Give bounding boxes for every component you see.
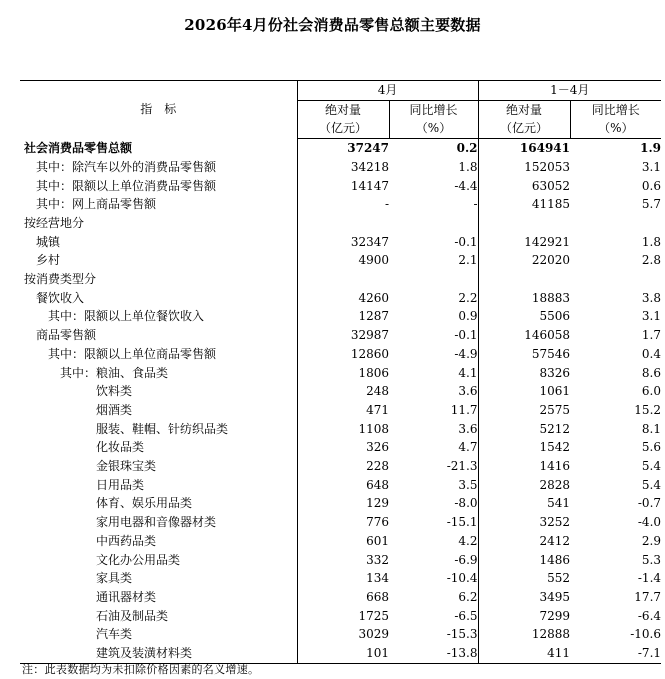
month-abs-cell: 134 (297, 569, 389, 588)
ytd-yoy-cell: -1.4 (637, 571, 662, 586)
month-abs-cell: 37247 (297, 139, 389, 158)
month-abs-cell: 776 (297, 513, 389, 532)
month-yoy-cell: 4.2 (458, 533, 478, 548)
ytd-abs-cell: 1416 (478, 457, 570, 476)
ytd-abs-cell: 1061 (478, 382, 570, 401)
month-yoy-cell: 3.6 (458, 421, 478, 436)
table-header (20, 81, 661, 139)
month-abs-cell: 12860 (297, 345, 389, 364)
month-yoy-cell: -6.9 (454, 552, 478, 567)
row-label: 石油及制品类 (96, 608, 169, 623)
row-label: 家具类 (96, 571, 133, 586)
row-label: 其中：除汽车以外的消费品零售额 (36, 159, 217, 174)
month-yoy-cell: 4.7 (458, 440, 478, 455)
ytd-yoy-unit: （%） (570, 119, 661, 138)
month-abs-cell: 248 (297, 382, 389, 401)
month-yoy-cell: -10.4 (446, 571, 478, 586)
row-label: 建筑及装潢材料类 (20, 644, 297, 663)
ytd-abs-cell: 8326 (478, 364, 570, 383)
month-yoy-cell: 1.8 (458, 159, 478, 174)
month-abs-cell: 4260 (297, 289, 389, 308)
month-abs-cell: 4900 (297, 251, 389, 270)
month-abs-cell: 332 (297, 551, 389, 570)
ytd-abs-cell: 164941 (478, 139, 570, 158)
ytd-yoy-cell: -7.1 (570, 644, 661, 663)
table-row (20, 270, 661, 289)
ytd-abs-unit: （亿元） (478, 119, 570, 138)
ytd-yoy-cell: -4.0 (637, 515, 662, 530)
ytd-yoy-cell: 5.4 (641, 477, 662, 492)
month-yoy-cell (389, 214, 478, 233)
row-label: 金银珠宝类 (96, 459, 157, 474)
table-row (20, 494, 661, 513)
month-abs-cell: 471 (297, 401, 389, 420)
row-label: 按经营地分 (24, 215, 85, 230)
ytd-abs-cell: 152053 (478, 158, 570, 177)
ytd-yoy-cell: 0.6 (641, 178, 662, 193)
indicator-header: 指 标 (20, 81, 297, 139)
ytd-abs-cell: 3252 (478, 513, 570, 532)
month-abs-cell: - (297, 195, 389, 214)
page-title: 2026年4月份社会消费品零售总额主要数据 (184, 16, 481, 34)
month-yoy-cell: - (473, 197, 478, 212)
month-yoy-cell: -0.1 (454, 234, 478, 249)
month-abs-cell: 1725 (297, 607, 389, 626)
ytd-abs-header: 绝对量 (478, 100, 570, 119)
row-label: 按消费类型分 (24, 272, 97, 287)
row-label: 家用电器和音像器材类 (96, 515, 217, 530)
month-yoy-cell (389, 270, 478, 289)
ytd-yoy-cell: 1.8 (641, 234, 662, 249)
row-label: 服装、鞋帽、针纺织品类 (96, 421, 229, 436)
row-label: 商品零售额 (36, 328, 97, 343)
ytd-yoy-cell: 2.8 (641, 253, 662, 268)
table-row (20, 625, 661, 644)
ytd-yoy-cell: 2.9 (641, 533, 662, 548)
month-abs-cell: 32347 (297, 233, 389, 252)
ytd-abs-cell: 18883 (478, 289, 570, 308)
table-row (20, 289, 661, 308)
row-label: 烟酒类 (96, 402, 133, 417)
ytd-yoy-header: 同比增长 (570, 100, 661, 119)
ytd-abs-cell: 63052 (478, 177, 570, 196)
row-label: 其中：粮油、食品类 (60, 365, 169, 380)
month-yoy-unit: （%） (389, 119, 478, 138)
table-body (20, 139, 661, 664)
month-abs-cell (297, 214, 389, 233)
month-abs-cell (297, 270, 389, 289)
ytd-abs-cell: 12888 (478, 625, 570, 644)
ytd-yoy-cell: -10.6 (630, 627, 662, 642)
row-label: 其中：网上商品零售额 (36, 197, 157, 212)
table-row (20, 457, 661, 476)
row-label: 日用品类 (96, 477, 145, 492)
table-row (20, 588, 661, 607)
ytd-yoy-cell: -0.7 (637, 496, 662, 511)
ytd-abs-cell: 5506 (478, 307, 570, 326)
row-label: 文化办公用品类 (96, 552, 181, 567)
row-label: 乡村 (36, 253, 61, 268)
table-footnote: 注：此表数据均为未扣除价格因素的名义增速。 (22, 663, 260, 676)
ytd-abs-cell (478, 214, 570, 233)
month-abs-cell: 129 (297, 494, 389, 513)
ytd-yoy-cell: 3.8 (641, 290, 662, 305)
ytd-abs-cell: 1542 (478, 438, 570, 457)
table-row (20, 251, 661, 270)
ytd-abs-cell: 2828 (478, 476, 570, 495)
ytd-abs-cell: 2575 (478, 401, 570, 420)
month-period-header: 4月 (297, 81, 478, 101)
month-yoy-cell: 2.1 (458, 253, 478, 268)
table-row (20, 420, 661, 439)
ytd-yoy-cell: 5.4 (641, 459, 662, 474)
month-yoy-cell: -4.4 (454, 178, 478, 193)
month-abs-cell: 228 (297, 457, 389, 476)
ytd-yoy-cell (570, 214, 661, 233)
ytd-yoy-cell: 5.7 (641, 197, 662, 212)
ytd-yoy-cell: 8.6 (641, 365, 662, 380)
month-yoy-header: 同比增长 (389, 100, 478, 119)
row-label: 饮料类 (96, 384, 133, 399)
row-label: 餐饮收入 (36, 290, 85, 305)
row-label: 城镇 (36, 234, 61, 249)
ytd-yoy-cell: 8.1 (641, 421, 662, 436)
month-abs-header: 绝对量 (297, 100, 389, 119)
month-abs-cell: 648 (297, 476, 389, 495)
month-yoy-cell: 0.2 (456, 141, 478, 156)
month-yoy-cell: -0.1 (454, 328, 478, 343)
month-yoy-cell: 6.2 (458, 589, 478, 604)
row-label: 中西药品类 (96, 533, 157, 548)
ytd-yoy-cell (570, 270, 661, 289)
month-abs-cell: 32987 (297, 326, 389, 345)
month-abs-cell: 14147 (297, 177, 389, 196)
table-row (20, 158, 661, 177)
row-label: 化妆品类 (96, 440, 145, 455)
row-label: 其中：限额以上单位餐饮收入 (48, 309, 205, 324)
month-yoy-cell: 11.7 (450, 402, 478, 417)
ytd-abs-cell: 146058 (478, 326, 570, 345)
table-row (20, 177, 661, 196)
table-row (20, 139, 661, 158)
month-yoy-cell: -21.3 (446, 459, 478, 474)
month-abs-cell: 1287 (297, 307, 389, 326)
ytd-yoy-cell: 0.4 (641, 346, 662, 361)
ytd-abs-cell: 22020 (478, 251, 570, 270)
month-yoy-cell: -15.1 (446, 515, 478, 530)
table-row (20, 326, 661, 345)
table-row (20, 438, 661, 457)
ytd-abs-cell: 7299 (478, 607, 570, 626)
month-abs-cell: 601 (297, 532, 389, 551)
table-row (20, 307, 661, 326)
ytd-yoy-cell: 5.6 (641, 440, 662, 455)
table-row (20, 607, 661, 626)
table-row (20, 401, 661, 420)
month-abs-cell: 668 (297, 588, 389, 607)
row-label: 通讯器材类 (96, 589, 157, 604)
ytd-yoy-cell: 6.0 (641, 384, 662, 399)
retail-sales-table (20, 80, 661, 664)
month-yoy-cell: 3.5 (458, 477, 478, 492)
ytd-yoy-cell: 17.7 (634, 589, 662, 604)
table-row (20, 551, 661, 570)
row-label: 社会消费品零售总额 (24, 140, 133, 155)
row-label: 其中：限额以上单位商品零售额 (48, 346, 217, 361)
month-abs-unit: （亿元） (297, 119, 389, 138)
ytd-yoy-cell: 1.7 (641, 328, 662, 343)
ytd-abs-cell: 41185 (478, 195, 570, 214)
month-yoy-cell: -4.9 (454, 346, 478, 361)
table-row (20, 476, 661, 495)
month-abs-cell: 34218 (297, 158, 389, 177)
ytd-yoy-cell: -6.4 (637, 608, 662, 623)
ytd-abs-cell: 1486 (478, 551, 570, 570)
table-row (20, 532, 661, 551)
ytd-abs-cell: 57546 (478, 345, 570, 364)
month-yoy-cell: 4.1 (458, 365, 478, 380)
ytd-yoy-cell: 3.1 (641, 159, 662, 174)
ytd-abs-cell: 541 (478, 494, 570, 513)
month-abs-cell: 101 (297, 644, 389, 663)
month-yoy-cell: -13.8 (389, 644, 478, 663)
month-abs-cell: 1108 (297, 420, 389, 439)
table-row (20, 214, 661, 233)
month-yoy-cell: -15.3 (446, 627, 478, 642)
table-row (20, 233, 661, 252)
ytd-yoy-cell: 5.3 (641, 552, 662, 567)
ytd-abs-cell: 2412 (478, 532, 570, 551)
table-row (20, 345, 661, 364)
row-label: 体育、娱乐用品类 (96, 496, 193, 511)
ytd-yoy-cell: 15.2 (634, 402, 662, 417)
table-row (20, 569, 661, 588)
ytd-yoy-cell: 1.9 (640, 141, 662, 156)
table-row (20, 364, 661, 383)
month-yoy-cell: -6.5 (454, 608, 478, 623)
ytd-abs-cell: 142921 (478, 233, 570, 252)
ytd-abs-cell: 552 (478, 569, 570, 588)
month-yoy-cell: 3.6 (458, 384, 478, 399)
month-yoy-cell: 2.2 (458, 290, 478, 305)
table-row (20, 382, 661, 401)
ytd-abs-cell: 3495 (478, 588, 570, 607)
ytd-abs-cell: 5212 (478, 420, 570, 439)
table-row (20, 195, 661, 214)
ytd-yoy-cell: 3.1 (641, 309, 662, 324)
month-abs-cell: 326 (297, 438, 389, 457)
month-abs-cell: 3029 (297, 625, 389, 644)
month-yoy-cell: -8.0 (454, 496, 478, 511)
row-label: 汽车类 (96, 627, 133, 642)
month-abs-cell: 1806 (297, 364, 389, 383)
ytd-abs-cell: 411 (478, 644, 570, 663)
row-label: 其中：限额以上单位消费品零售额 (36, 178, 217, 193)
table-row (20, 513, 661, 532)
ytd-abs-cell (478, 270, 570, 289)
month-yoy-cell: 0.9 (458, 309, 478, 324)
ytd-period-header: 1－4月 (478, 81, 661, 101)
